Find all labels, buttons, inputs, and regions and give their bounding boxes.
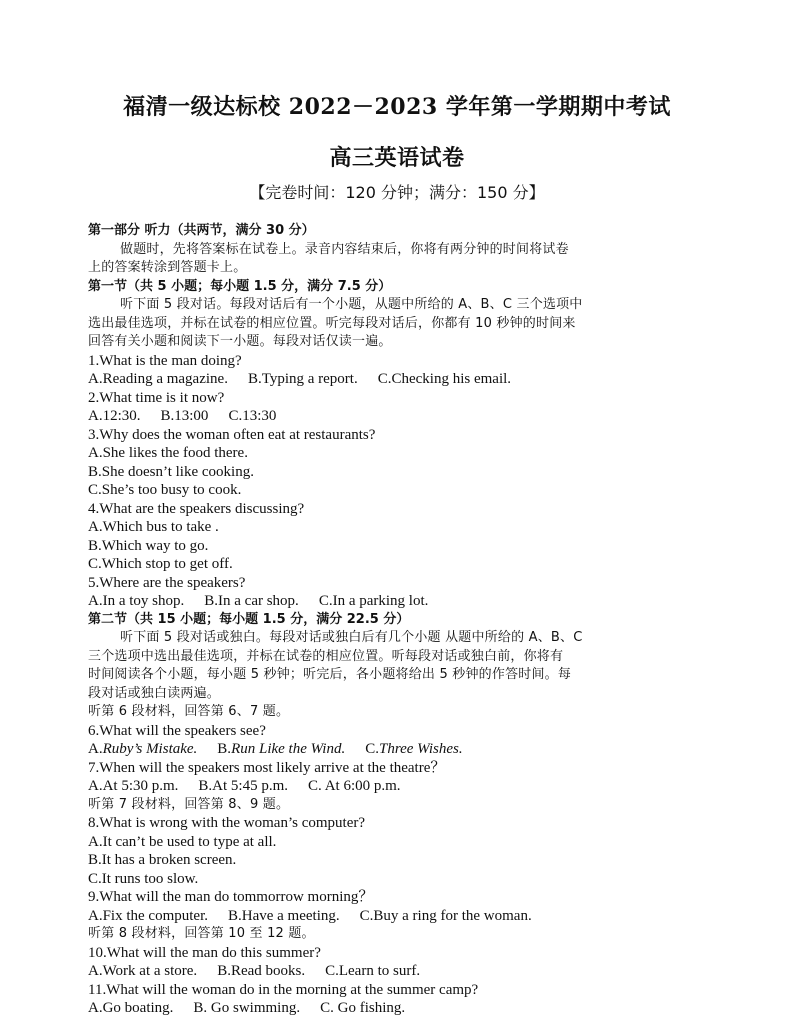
question-11-stem: 11.What will the woman do in the morning at the summer camp?: [88, 981, 479, 998]
option-b: B.Typing a report.: [247, 371, 358, 387]
option-b: B.In a car shop.: [204, 593, 299, 609]
material-7-note: 听第 7 段材料，回答第 8、9 题。: [88, 796, 290, 812]
material-8-note: 听第 8 段材料，回答第 10 至 12 题。: [88, 926, 315, 941]
option-b: B.At 5:45 p.m.: [198, 778, 289, 794]
option-b: B.13:00: [160, 408, 209, 424]
question-5-stem: 5.Where are the speakers?: [88, 574, 246, 591]
option-c: Three Wishes.: [378, 741, 463, 757]
option-a: A.Go boating.: [88, 1000, 174, 1016]
question-11-options: [88, 999, 708, 1018]
option-a: A.It can’t be used to type at all.: [88, 833, 277, 850]
exam-info: 【完卷时间：120 分钟；满分：150 分】: [249, 183, 545, 202]
option-c: C.Checking his email.: [377, 371, 512, 387]
exam-subject-title: 高三英语试卷: [329, 145, 465, 171]
option-b: B.Have a meeting.: [228, 907, 340, 924]
option-a: Ruby’s Mistake.: [102, 741, 198, 757]
section2-heading: 第二节（共 15 小题；每小题 1.5 分，满分 22.5 分）: [88, 611, 410, 627]
question-6-stem: 6.What will the speakers see?: [88, 722, 266, 739]
option-b: B. Go swimming.: [193, 1000, 301, 1016]
question-3-stem: 3.Why does the woman often eat at restaurants?: [88, 426, 376, 443]
question-5-options: [88, 592, 708, 611]
option-b: B.She doesn’t like cooking.: [88, 463, 254, 480]
exam-body: [88, 222, 708, 1018]
option-c: C. Go fishing.: [320, 1000, 406, 1016]
option-c-label: C.: [365, 741, 379, 757]
option-b: Run Like the Wind.: [231, 741, 346, 757]
question-1-stem: 1.What is the man doing?: [88, 352, 242, 369]
question-9-stem: 9.What will the man do tommorrow morning？: [88, 889, 374, 905]
part1-instructions: 做题时，先将答案标在试卷上。录音内容结束后，你将有两分钟的时间将试卷: [120, 241, 569, 257]
section1-instructions-cont: 回答有关小题和阅读下一小题。每段对话仅读一遍。: [88, 334, 392, 349]
question-1-options: [88, 370, 708, 389]
material-6-note: 听第 6 段材料，回答第 6、7 题。: [88, 704, 290, 719]
option-a: A.Reading a magazine.: [88, 371, 228, 387]
option-c: C.She’s too busy to cook.: [88, 482, 242, 498]
question-4-stem: 4.What are the speakers discussing?: [88, 500, 305, 517]
section1-heading: 第一节（共 5 小题；每小题 1.5 分，满分 7.5 分）: [88, 278, 392, 294]
option-b-label: B.: [217, 741, 232, 757]
part1-heading: 第一部分 听力（共两节，满分 30 分）: [88, 223, 315, 238]
option-a: A.At 5:30 p.m.: [88, 778, 179, 794]
question-2-options: [88, 407, 708, 426]
option-a: A.Work at a store.: [88, 963, 198, 979]
option-a: A.In a toy shop.: [88, 593, 185, 609]
option-c: C.13:30: [228, 408, 277, 424]
option-c: C.Learn to surf.: [325, 963, 421, 979]
exam-title: 福清一级达标校 2022－2023 学年第一学期期中考试: [123, 94, 671, 120]
section2-instructions-cont: 时间阅读各个小题，每小题 5 秒钟；听完后，各小题将给出 5 秒钟的作答时间。每: [88, 667, 572, 682]
option-a: A.Fix the computer.: [88, 907, 208, 924]
question-2-stem: 2.What time is it now?: [88, 389, 225, 406]
option-c: C. At 6:00 p.m.: [308, 778, 401, 794]
section1-instructions-cont: 选出最佳选项，并标在试卷的相应位置。听完每段对话后，你都有 10 秒钟的时间来: [88, 315, 576, 331]
option-b: B.Read books.: [217, 963, 306, 979]
question-10-stem: 10.What will the man do this summer?: [88, 944, 321, 961]
question-6-options: [88, 740, 708, 759]
question-7-options: [88, 777, 708, 796]
option-a-label: A.: [88, 741, 103, 757]
question-8-stem: 8.What is wrong with the woman’s computer?: [88, 815, 366, 831]
question-10-options: [88, 962, 708, 981]
option-c: C.In a parking lot.: [318, 593, 429, 609]
option-a: A.Which bus to take .: [88, 519, 219, 535]
option-c: C.Buy a ring for the woman.: [359, 907, 532, 924]
option-b: B.Which way to go.: [88, 537, 209, 554]
option-a: A.12:30.: [88, 408, 141, 424]
section1-instructions: 听下面 5 段对话。每段对话后有一个小题，从题中所给的 A、B、C 三个选项中: [120, 297, 583, 312]
question-9-options: [88, 907, 708, 926]
option-c: C.It runs too slow.: [88, 870, 199, 887]
option-a: A.She likes the food there.: [88, 445, 248, 461]
option-b: B.It has a broken screen.: [88, 852, 237, 868]
section2-instructions: 听下面 5 段对话或独白。每段对话或独白后有几个小题 从题中所给的 A、B、C: [120, 630, 583, 645]
option-c: C.Which stop to get off.: [88, 556, 233, 572]
question-7-stem: 7.When will the speakers most likely arrive at the theatre？: [88, 759, 446, 776]
part1-instructions-cont: 上的答案转涂到答题卡上。: [88, 260, 247, 275]
section2-instructions-cont: 三个选项中选出最佳选项，并标在试卷的相应位置。听每段对话或独白前，你将有: [88, 648, 564, 664]
section2-instructions-cont: 段对话或独白读两遍。: [88, 685, 221, 701]
